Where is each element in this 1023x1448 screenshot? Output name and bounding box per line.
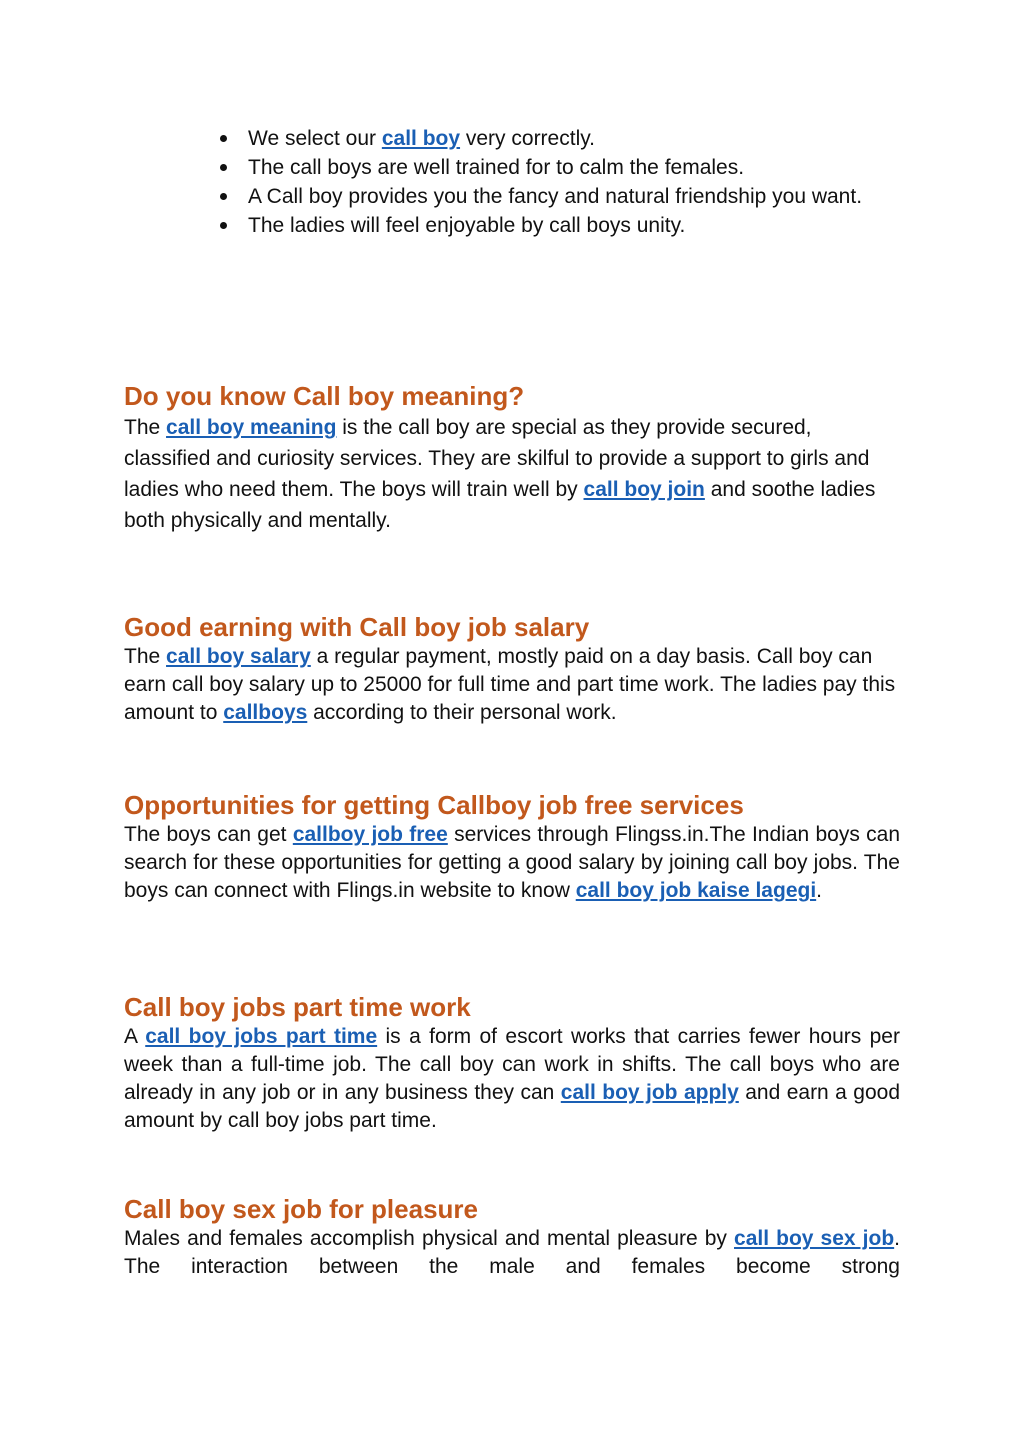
paragraph-text: is a form of escort works that carries fewer hours per week than a full-time job. The call boy can work in shifts. The call boys who are already in any job or in any business they can — [124, 1025, 900, 1104]
section-paragraph — [124, 1225, 900, 1281]
callboys-link[interactable]: callboys — [223, 701, 308, 724]
section-job-free — [124, 790, 900, 905]
paragraph-text: and earn a good amount by call boy jobs part time. — [124, 1081, 901, 1132]
paragraph-text: The — [124, 416, 167, 439]
bullet-item — [214, 124, 904, 153]
call-boy-join-link[interactable]: call boy join — [583, 478, 705, 501]
paragraph-text: . — [816, 879, 823, 902]
bullet-text: We select our — [248, 127, 382, 150]
bullet-text: The ladies will feel enjoyable by call boys unity. — [248, 214, 686, 237]
paragraph-text: is the call boy are special as they provide secured, classified and curiosity services. They are skilful to provide a support to girls and ladies who need them. The boys will train well by — [124, 416, 870, 501]
section-call-boy-meaning — [124, 381, 900, 536]
paragraph-text: and soothe ladies both physically and mentally. — [124, 478, 876, 532]
paragraph-text: The boys can get — [124, 823, 293, 846]
section-heading: Call boy sex job for pleasure — [124, 1194, 478, 1224]
bullet-item — [214, 211, 904, 240]
section-paragraph — [124, 1023, 900, 1135]
bullet-dot-icon — [220, 193, 227, 200]
section-part-time — [124, 992, 900, 1135]
bullet-dot-icon — [220, 164, 227, 171]
call-boy-link[interactable]: call boy — [381, 127, 461, 150]
bullet-text: very correctly. — [460, 127, 596, 150]
section-heading: Opportunities for getting Callboy job free services — [124, 790, 744, 820]
section-paragraph — [124, 821, 900, 905]
paragraph-text: . The interaction between the male and females become strong — [124, 1227, 900, 1278]
paragraph-text: services through Flingss.in.The Indian boys can search for these opportunities for getting a good salary by joining call boy jobs. The boys can connect with Flings.in website to know — [124, 823, 900, 902]
bullet-text: The call boys are well trained for to calm the females. — [248, 156, 745, 179]
bullet-text: A Call boy provides you the fancy and natural friendship you want. — [248, 185, 863, 208]
call-boy-job-apply-link[interactable]: call boy job apply — [560, 1081, 739, 1104]
call-boy-salary-link[interactable]: call boy salary — [166, 645, 311, 668]
bullet-dot-icon — [220, 135, 227, 142]
call-boy-meaning-link[interactable]: call boy meaning — [166, 416, 337, 439]
call-boy-sex-job-link[interactable]: call boy sex job — [734, 1227, 895, 1250]
section-heading: Good earning with Call boy job salary — [124, 612, 590, 642]
section-heading: Do you know Call boy meaning? — [124, 381, 525, 411]
call-boy-jobs-part-time-link[interactable]: call boy jobs part time — [145, 1025, 378, 1048]
bullet-item — [214, 153, 904, 182]
call-boy-job-kaise-lagegi-link[interactable]: call boy job kaise lagegi — [575, 879, 817, 902]
bullet-list — [214, 124, 904, 240]
section-sex-job — [124, 1194, 900, 1281]
section-job-salary — [124, 612, 900, 727]
callboy-job-free-link[interactable]: callboy job free — [292, 823, 448, 846]
paragraph-text: The — [124, 645, 167, 668]
section-paragraph — [124, 412, 900, 536]
section-paragraph — [124, 643, 900, 727]
bullet-dot-icon — [220, 222, 227, 229]
paragraph-text: Males and females accomplish physical and mental pleasure by — [124, 1227, 735, 1250]
section-heading: Call boy jobs part time work — [124, 992, 471, 1022]
bullet-item — [214, 182, 904, 211]
paragraph-text: according to their personal work. — [307, 701, 617, 724]
paragraph-text: A — [124, 1025, 146, 1048]
paragraph-text: a regular payment, mostly paid on a day basis. Call boy can earn call boy salary up to 25000 for full time and part time work. The ladies pay this amount to — [124, 645, 896, 724]
